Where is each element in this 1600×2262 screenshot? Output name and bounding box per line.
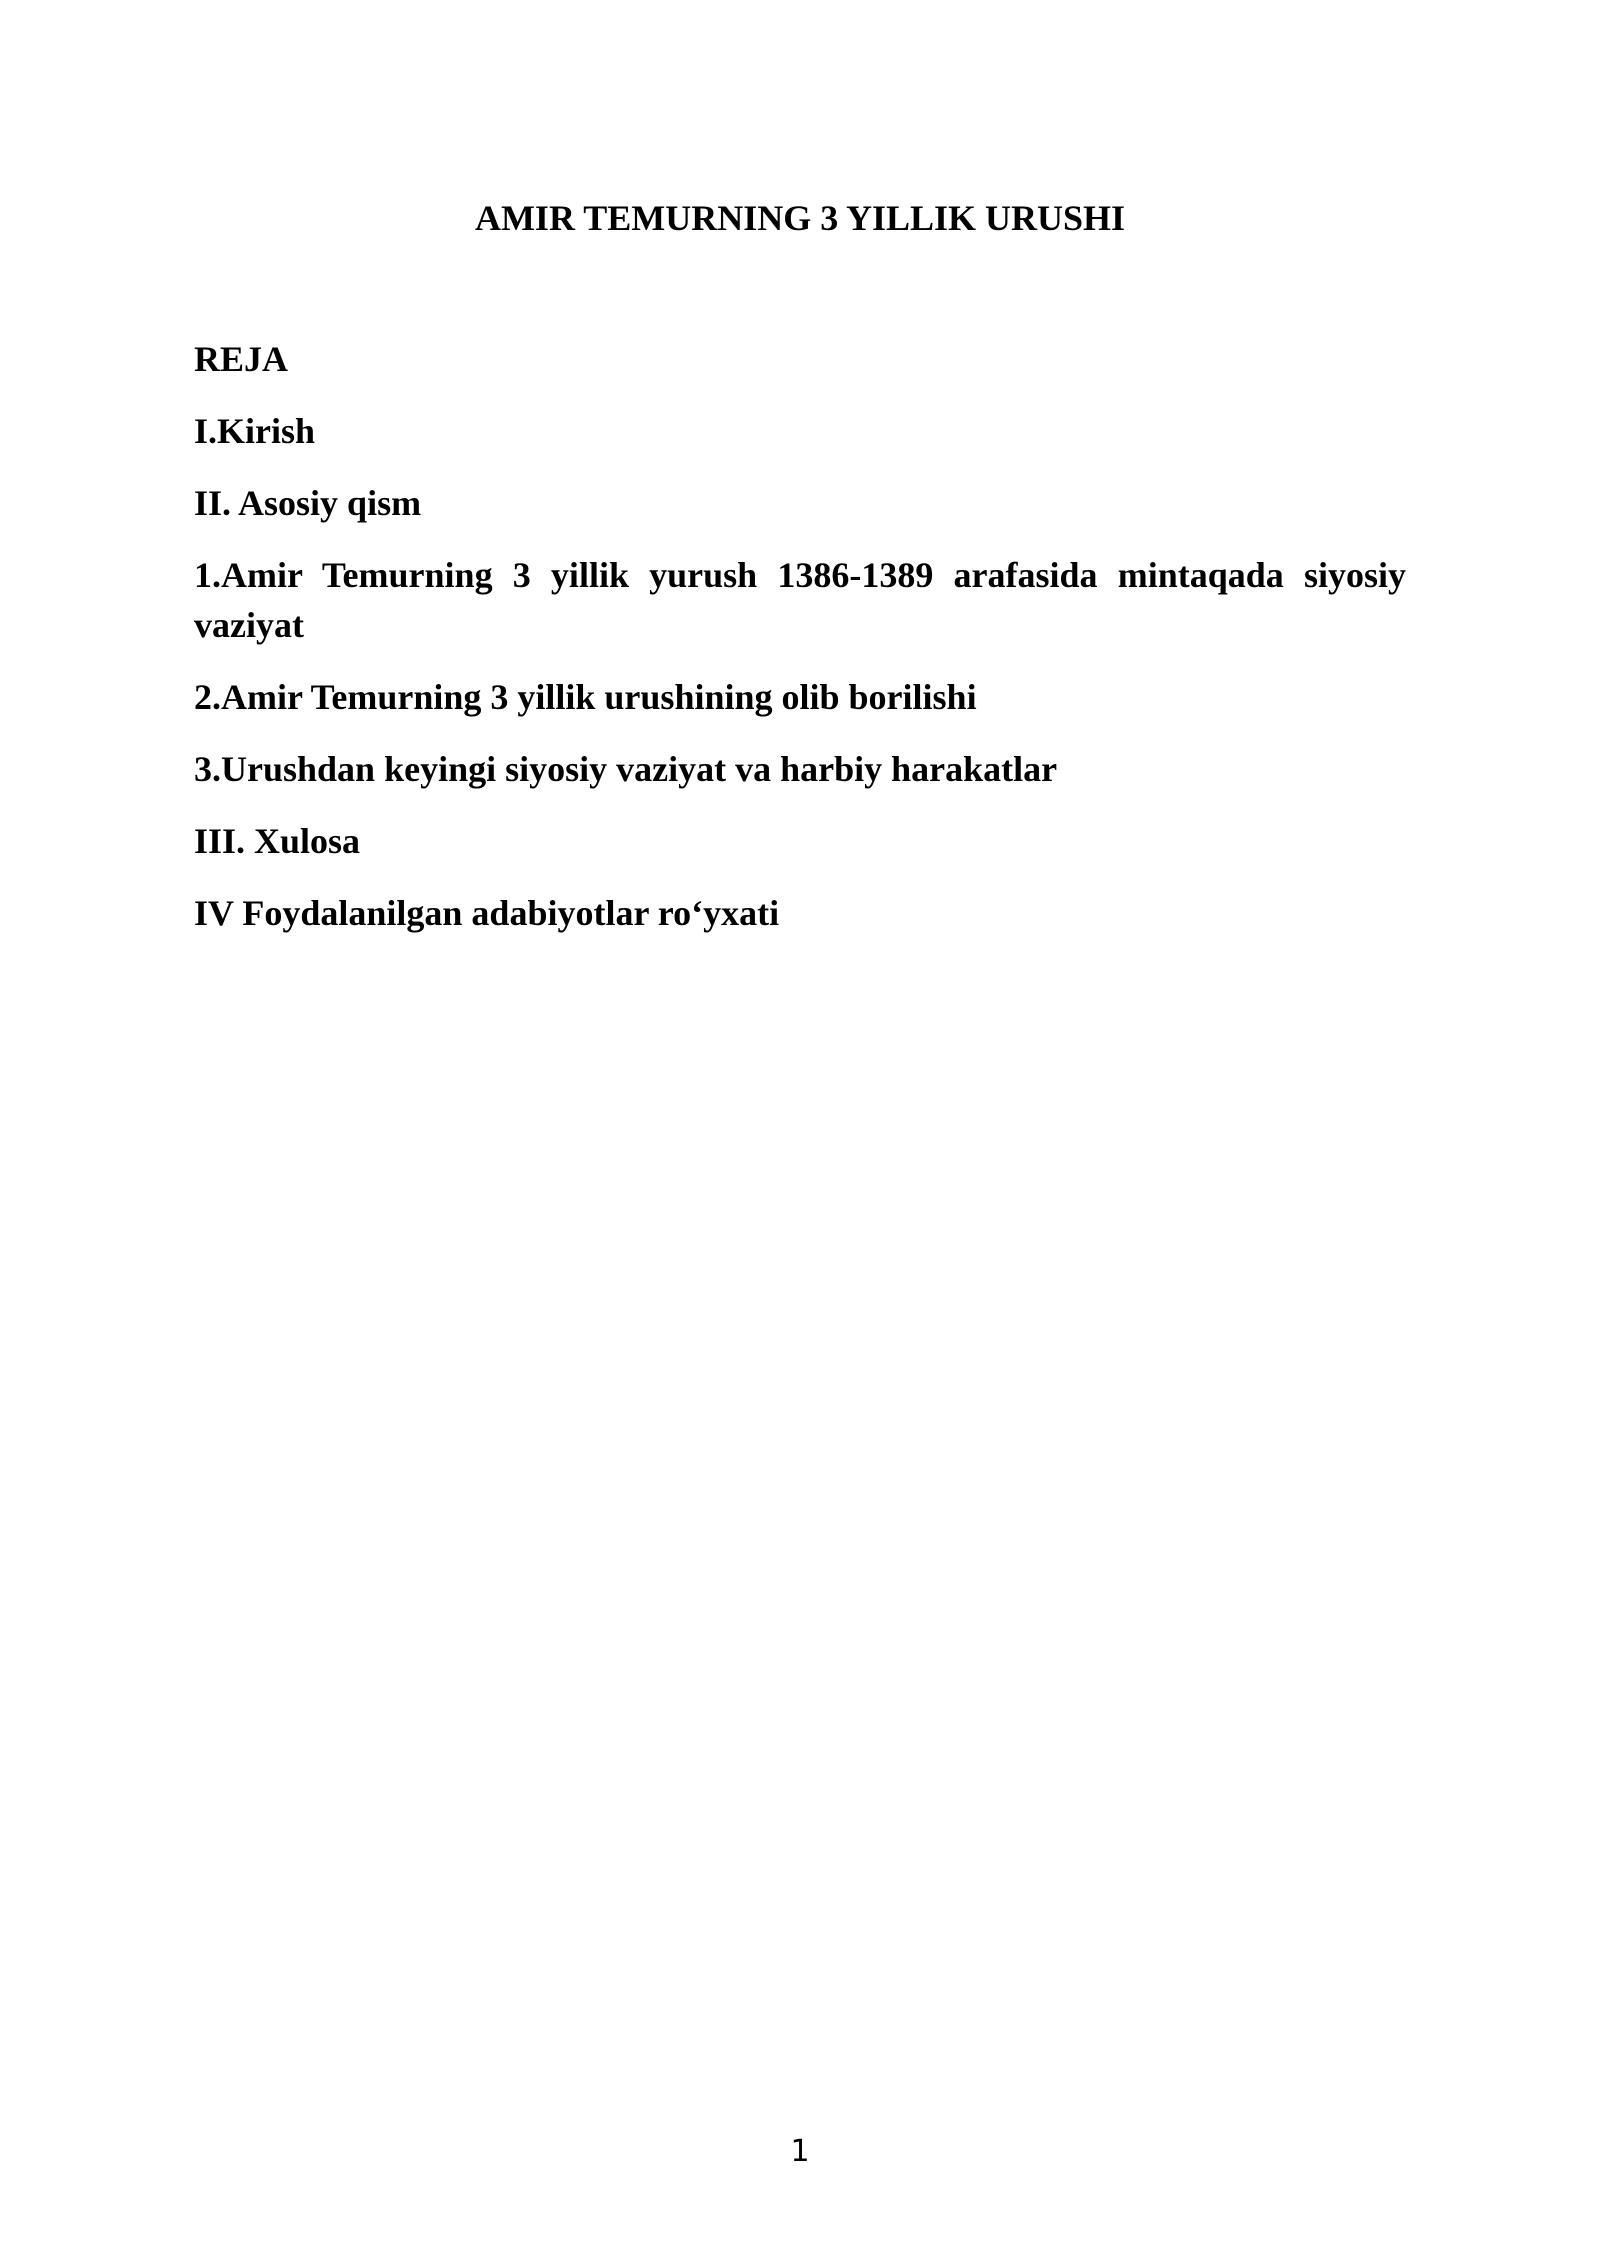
outline-item-introduction: I.Kirish [194,411,316,451]
plan-heading: REJA [194,339,289,379]
outline-item-conclusion: III. Xulosa [194,821,361,861]
outline-item-references: IV Foydalanilgan adabiyotlar ro‘yxati [194,893,780,933]
page-number: 1 [790,2134,810,2169]
outline-item-section-1: 1.Amir Temurning 3 yillik yurush 1386-1389 arafasida mintaqada siyosiy vaziyat [194,555,1406,645]
outline-item-main-part: II. Asosiy qism [194,483,422,523]
outline-item-section-3: 3.Urushdan keyingi siyosiy vaziyat va harbiy harakatlar [194,749,1058,789]
page-title: AMIR TEMURNING 3 YILLIK URUSHI [474,198,1126,238]
plan-outline [194,334,1406,960]
outline-item-section-2: 2.Amir Temurning 3 yillik urushining olib borilishi [194,677,977,717]
